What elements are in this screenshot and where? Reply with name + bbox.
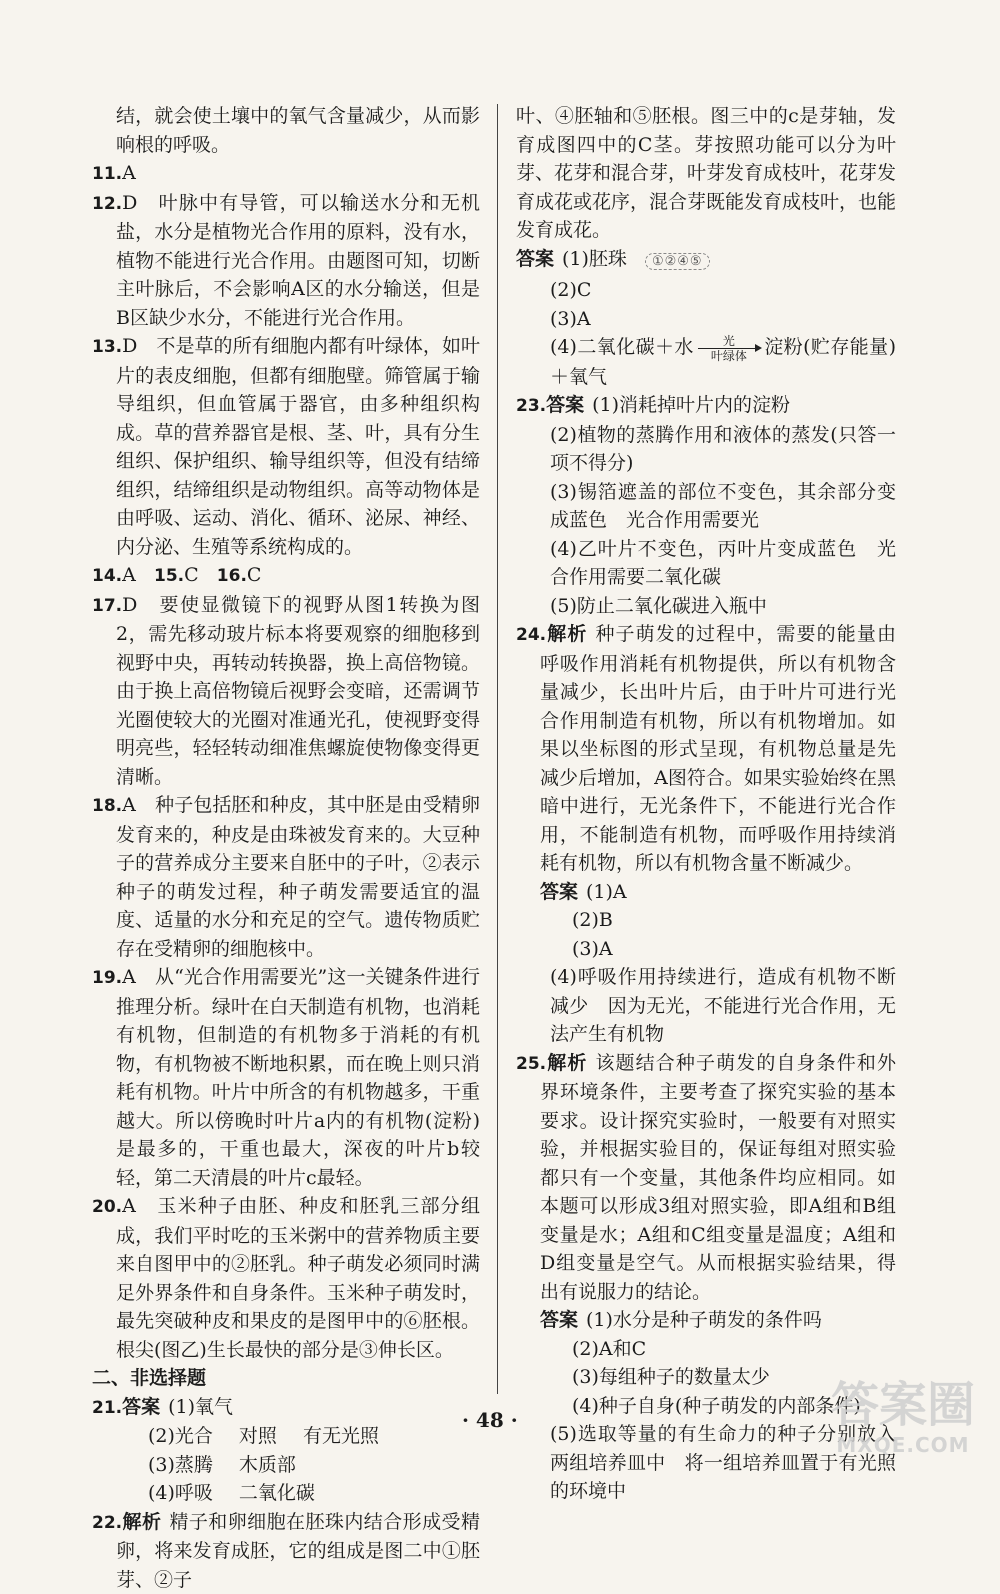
q21-answer-4: (4)呼吸 二氧化碳 — [92, 1479, 480, 1508]
watermark-logo: 答案圈 MXQE.COM — [828, 1377, 978, 1457]
question-23: 23.答案 (1)消耗掉叶片内的淀粉 — [516, 391, 896, 421]
questions-14-16: 14.A 15.C 16.C — [92, 561, 480, 591]
section-heading: 二、非选择题 — [92, 1364, 480, 1393]
q23-answer-5: (5)防止二氧化碳进入瓶中 — [516, 592, 896, 621]
q23-answer-2: (2)植物的蒸腾作用和液体的蒸发(只答一项不得分) — [516, 421, 896, 478]
question-25: 25.解析 该题结合种子萌发的自身条件和外界环境条件，主要考查了探究实验的基本要求。设计探究实验时，一般要有对照实验，并根据实验目的，保证每组对照实验都只有一个变量，其他条件均应相同。如本题可以形成3组对照实验，即A组和B组变量是水；A组和C组变量是温度；A组和D组变量是空气。从而根据实验结果，得出有说服力的结论。 — [516, 1049, 896, 1307]
q24-answer-2: (2)B — [516, 906, 896, 935]
question-17: 17.D 要使显微镜下的视野从图1转换为图2，需先移动玻片标本将要观察的细胞移到视野中央，再转动转换器，换上高倍物镜。由于换上高倍物镜后视野会变暗，还需调节光圈使较大的光圈对准通光孔，使视野变得明亮些，轻轻转动细准焦螺旋使物像变得更清晰。 — [92, 591, 480, 792]
q24-answer-3: (3)A — [516, 935, 896, 964]
right-column — [516, 102, 896, 1506]
q24-answer-4: (4)呼吸作用持续进行，造成有机物不断减少 因为无光，不能进行光合作用，无法产生有机物 — [516, 963, 896, 1049]
q22-answer-2: (2)C — [516, 276, 896, 305]
q25-answer-1: 答案 (1)水分是种子萌发的条件吗 — [516, 1306, 896, 1335]
q22-answer-3: (3)A — [516, 305, 896, 334]
q25-answer-4: (4)种子自身(种子萌发的内部条件) — [516, 1392, 896, 1421]
q25-answer-5: (5)选取等量的有生命力的种子分别放入两组培养皿中 将一组培养皿置于有光照的环境中 — [516, 1420, 896, 1506]
question-19: 19.A 从“光合作用需要光”这一关键条件进行推理分析。绿叶在白天制造有机物，也消耗有机物，但制造的有机物多于消耗的有机物，有机物被不断地积累，而在晚上则只消耗有机物。叶片中所含的有机物越多，干重越大。所以傍晚时叶片a内的有机物(淀粉)是最多的，干重也最大，深夜的叶片b较轻，第二天清晨的叶片c最轻。 — [92, 963, 480, 1192]
question-21: 21.答案 (1)氧气 — [92, 1393, 480, 1423]
question-11: 11.A — [92, 159, 480, 189]
question-13: 13.D 不是草的所有细胞内都有叶绿体，如叶片的表皮细胞，但都有细胞壁。筛管属于输导组织，但血管属于器官，由多种组织构成。草的营养器官是根、茎、叶，具有分生组织、保护组织、输导组织等，但没有结缔组织，结缔组织是动物组织。高等动物体是由呼吸、运动、消化、循环、泌尿、神经、内分泌、生殖等系统构成的。 — [92, 332, 480, 561]
intro-text: 结，就会使土壤中的氧气含量减少，从而影响根的呼吸。 — [92, 102, 480, 159]
q21-answer-3: (3)蒸腾 木质部 — [92, 1451, 480, 1480]
q21-answer-2: (2)光合 对照 有无光照 — [92, 1422, 480, 1451]
question-24: 24.解析 种子萌发的过程中，需要的能量由呼吸作用消耗有机物提供，所以有机物含量减少，长出叶片后，由于叶片可进行光合作用制造有机物，所以有机物增加。如果以坐标图的形式呈现，有机物总量是先减少后增加，A图符合。如果实验始终在黑暗中进行，无光条件下，不能进行光合作用，不能制造有机物，而呼吸作用持续消耗有机物，所以有机物含量不断减少。 — [516, 620, 896, 878]
q24-answer-1: 答案 (1)A — [516, 878, 896, 907]
q22-answer-1: 答案 (1)胚珠 ①②④⑤ — [516, 245, 896, 277]
question-18: 18.A 种子包括胚和种皮，其中胚是由受精卵发育来的，种皮是由珠被发育来的。大豆种子的营养成分主要来自胚中的子叶，②表示种子的萌发过程，种子萌发需要适宜的温度、适量的水分和充足的空气。遗传物质贮存在受精卵的细胞核中。 — [92, 791, 480, 963]
handwritten-mark: ①②④⑤ — [645, 253, 710, 270]
q22-continued: 叶、④胚轴和⑤胚根。图三中的c是芽轴，发育成图四中的C茎。芽按照功能可以分为叶芽、花芽和混合芽，叶芽发育成枝叶，花芽发育成花或花序，混合芽既能发育成枝叶，也能发育成花。 — [516, 102, 896, 245]
q23-answer-3: (3)锡箔遮盖的部位不变色，其余部分变成蓝色 光合作用需要光 — [516, 478, 896, 535]
column-divider — [497, 104, 498, 1394]
reaction-arrow: 光 叶绿体 — [698, 334, 760, 363]
q22-answer-4: (4)二氧化碳＋水 光 叶绿体 淀粉(贮存能量)＋氧气 — [516, 333, 896, 391]
left-column — [92, 102, 480, 1594]
question-20: 20.A 玉米种子由胚、种皮和胚乳三部分组成，我们平时吃的玉米粥中的营养物质主要来自图甲中的②胚乳。种子萌发必须同时满足外界条件和自身条件。玉米种子萌发时，最先突破种皮和果皮的是图甲中的⑥胚根。根尖(图乙)生长最快的部分是③伸长区。 — [92, 1192, 480, 1364]
question-22: 22.解析 精子和卵细胞在胚珠内结合形成受精卵，将来发育成胚，它的组成是图二中①胚芽、②子 — [92, 1508, 480, 1594]
q25-answer-3: (3)每组种子的数量太少 — [516, 1363, 896, 1392]
page-number: · 48 · — [462, 1408, 518, 1432]
q25-answer-2: (2)A和C — [516, 1335, 896, 1364]
question-12: 12.D 叶脉中有导管，可以输送水分和无机盐，水分是植物光合作用的原料，没有水，植物不能进行光合作用。由题图可知，切断主叶脉后，不会影响A区的水分输送，但是B区缺少水分，不能进行光合作用。 — [92, 189, 480, 333]
q23-answer-4: (4)乙叶片不变色，丙叶片变成蓝色 光合作用需要二氧化碳 — [516, 535, 896, 592]
